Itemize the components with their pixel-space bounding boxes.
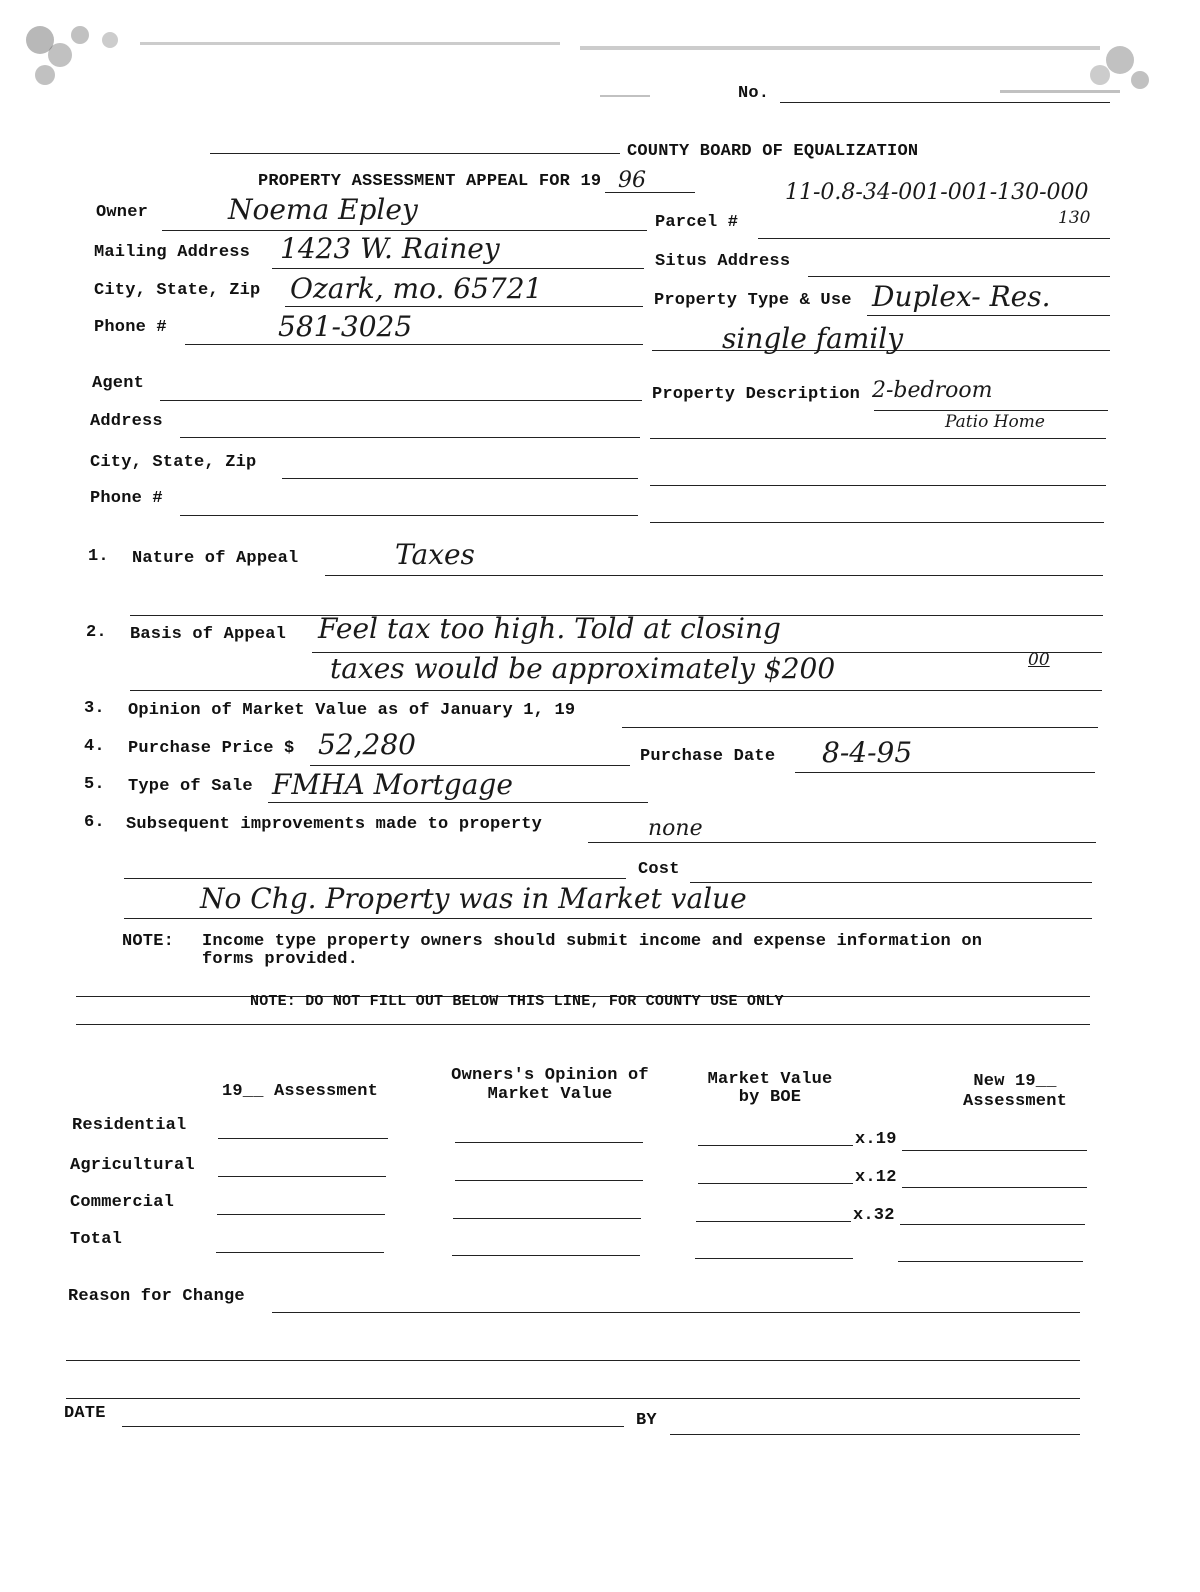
number-field[interactable] [780, 102, 1110, 103]
description-line-2 [650, 438, 1106, 439]
agent-city-label: City, State, Zip [90, 453, 257, 472]
by-label: BY [636, 1411, 657, 1430]
county-field[interactable] [210, 153, 620, 154]
residential-factor: x.19 [855, 1130, 897, 1149]
item-3-number: 3. [84, 699, 105, 718]
agent-label: Agent [92, 374, 145, 393]
date-signature-field[interactable] [122, 1426, 624, 1427]
opinion-field[interactable] [622, 727, 1098, 728]
reason-field-3[interactable] [66, 1398, 1080, 1399]
item-2-number: 2. [86, 623, 107, 642]
improve-label: Subsequent improvements made to property [126, 815, 543, 834]
commercial-new-field[interactable] [900, 1224, 1085, 1225]
residential-new-field[interactable] [902, 1150, 1087, 1151]
situs-label: Situs Address [655, 252, 791, 271]
city-value[interactable]: Ozark, mo. 65721 [290, 272, 543, 305]
mailing-label: Mailing Address [94, 243, 251, 262]
agricultural-new-field[interactable] [902, 1187, 1087, 1188]
date-line [795, 772, 1095, 773]
appeal-year-value[interactable]: 96 [618, 168, 646, 193]
agent-city-field[interactable] [282, 478, 638, 479]
agent-field[interactable] [160, 400, 642, 401]
agricultural-assessment-field[interactable] [218, 1176, 386, 1177]
item-6-number: 6. [84, 813, 105, 832]
parcel-label: Parcel # [655, 213, 739, 232]
mailing-line [272, 268, 644, 269]
sale-label: Type of Sale [128, 777, 253, 796]
commercial-factor: x.32 [853, 1206, 895, 1225]
owner-label: Owner [96, 203, 149, 222]
residential-opinion-field[interactable] [455, 1142, 643, 1143]
cost-label: Cost [638, 860, 680, 879]
item-5-number: 5. [84, 775, 105, 794]
basis-line-2 [130, 690, 1102, 691]
number-label: No. [738, 84, 770, 103]
city-label: City, State, Zip [94, 281, 261, 300]
commercial-boe-field[interactable] [696, 1221, 851, 1222]
row-commercial-label: Commercial [70, 1193, 175, 1212]
item-4-number: 4. [84, 737, 105, 756]
type-line [867, 315, 1110, 316]
total-boe-field[interactable] [695, 1258, 853, 1259]
basis-value-1[interactable]: Feel tax too high. Told at closing [318, 612, 781, 645]
parcel-number-handwritten[interactable]: 11-0.8-34-001-001-130-000 [785, 180, 1089, 205]
parcel-line [758, 238, 1110, 239]
board-title: COUNTY BOARD OF EQUALIZATION [627, 142, 919, 161]
total-assessment-field[interactable] [216, 1252, 384, 1253]
type-label: Property Type & Use [654, 291, 852, 310]
col-new-header-1: New 19__ [973, 1072, 1057, 1091]
row-agricultural-label: Agricultural [70, 1156, 195, 1175]
agent-phone-label: Phone # [90, 489, 163, 508]
col-assessment-header: 19__ Assessment [222, 1082, 379, 1101]
reason-field-2[interactable] [66, 1360, 1080, 1361]
improve-value[interactable]: none [648, 816, 703, 841]
divider-bottom [76, 1024, 1090, 1025]
remark-value[interactable]: No Chg. Property was in Market value [200, 882, 747, 915]
cost-field[interactable] [690, 882, 1092, 883]
description-line-3 [650, 485, 1106, 486]
agricultural-opinion-field[interactable] [455, 1180, 643, 1181]
opinion-label: Opinion of Market Value as of January 1, 19 [128, 701, 576, 720]
appeal-title: PROPERTY ASSESSMENT APPEAL FOR 19 [258, 172, 602, 191]
improve-line-2 [124, 878, 626, 879]
commercial-assessment-field[interactable] [217, 1214, 385, 1215]
remark-line [124, 918, 1092, 919]
nature-label: Nature of Appeal [132, 549, 299, 568]
total-opinion-field[interactable] [452, 1255, 640, 1256]
item-1-number: 1. [88, 547, 109, 566]
commercial-opinion-field[interactable] [453, 1218, 641, 1219]
col-boe-header-1: Market Value [707, 1070, 833, 1089]
note-text-1: Income type property owners should submit income and expense information on [202, 932, 983, 951]
sale-value[interactable]: FMHA Mortgage [272, 768, 513, 801]
basis-label: Basis of Appeal [130, 625, 287, 644]
col-opinion-header-2: Market Value [487, 1085, 613, 1104]
date-label: Purchase Date [640, 747, 776, 766]
note-label: NOTE: [122, 932, 175, 951]
county-use-note: NOTE: DO NOT FILL OUT BELOW THIS LINE, FOR COUNTY USE ONLY [250, 993, 784, 1010]
col-opinion-header-1: Owners's Opinion of [451, 1066, 649, 1085]
phone-value[interactable]: 581-3025 [278, 310, 413, 343]
mailing-value[interactable]: 1423 W. Rainey [280, 232, 500, 265]
type-value[interactable]: Duplex- Res. [872, 280, 1051, 313]
phone-line [185, 344, 643, 345]
nature-line [325, 575, 1103, 576]
agricultural-boe-field[interactable] [698, 1183, 853, 1184]
nature-value[interactable]: Taxes [395, 538, 475, 571]
parcel-correction: 130 [1058, 208, 1091, 228]
price-value[interactable]: 52,280 [318, 728, 416, 761]
phone-label: Phone # [94, 318, 167, 337]
agricultural-factor: x.12 [855, 1168, 897, 1187]
reason-field[interactable] [272, 1312, 1080, 1313]
agent-address-field[interactable] [180, 437, 640, 438]
col-new-header-2: Assessment [962, 1092, 1068, 1111]
agent-phone-field[interactable] [180, 515, 638, 516]
note-text-2: forms provided. [202, 950, 359, 969]
description-line-4 [650, 522, 1104, 523]
basis-superscript: 00 [1028, 650, 1050, 670]
residential-assessment-field[interactable] [218, 1138, 388, 1139]
col-boe-header-2: by BOE [738, 1088, 802, 1107]
reason-label: Reason for Change [68, 1287, 245, 1306]
description-value-2[interactable]: Patio Home [945, 412, 1045, 432]
type-value-2[interactable]: single family [722, 322, 904, 355]
price-label: Purchase Price $ [128, 739, 295, 758]
city-line [285, 306, 643, 307]
row-total-label: Total [70, 1230, 123, 1249]
date-signature-label: DATE [64, 1404, 106, 1423]
by-field[interactable] [670, 1434, 1080, 1435]
basis-value-2[interactable]: taxes would be approximately $200 [330, 652, 836, 685]
description-line [874, 410, 1108, 411]
total-new-field[interactable] [898, 1261, 1083, 1262]
description-value[interactable]: 2-bedroom [872, 378, 993, 403]
residential-boe-field[interactable] [698, 1145, 853, 1146]
price-line [310, 765, 630, 766]
agent-address-label: Address [90, 412, 163, 431]
owner-value[interactable]: Noema Epley [228, 193, 418, 226]
improve-line [588, 842, 1096, 843]
date-value[interactable]: 8-4-95 [822, 736, 913, 769]
row-residential-label: Residential [72, 1116, 187, 1135]
description-label: Property Description [652, 385, 861, 404]
situs-field[interactable] [808, 276, 1110, 277]
sale-line [268, 802, 648, 803]
owner-line [162, 230, 647, 231]
scan-noise [20, 20, 1160, 110]
